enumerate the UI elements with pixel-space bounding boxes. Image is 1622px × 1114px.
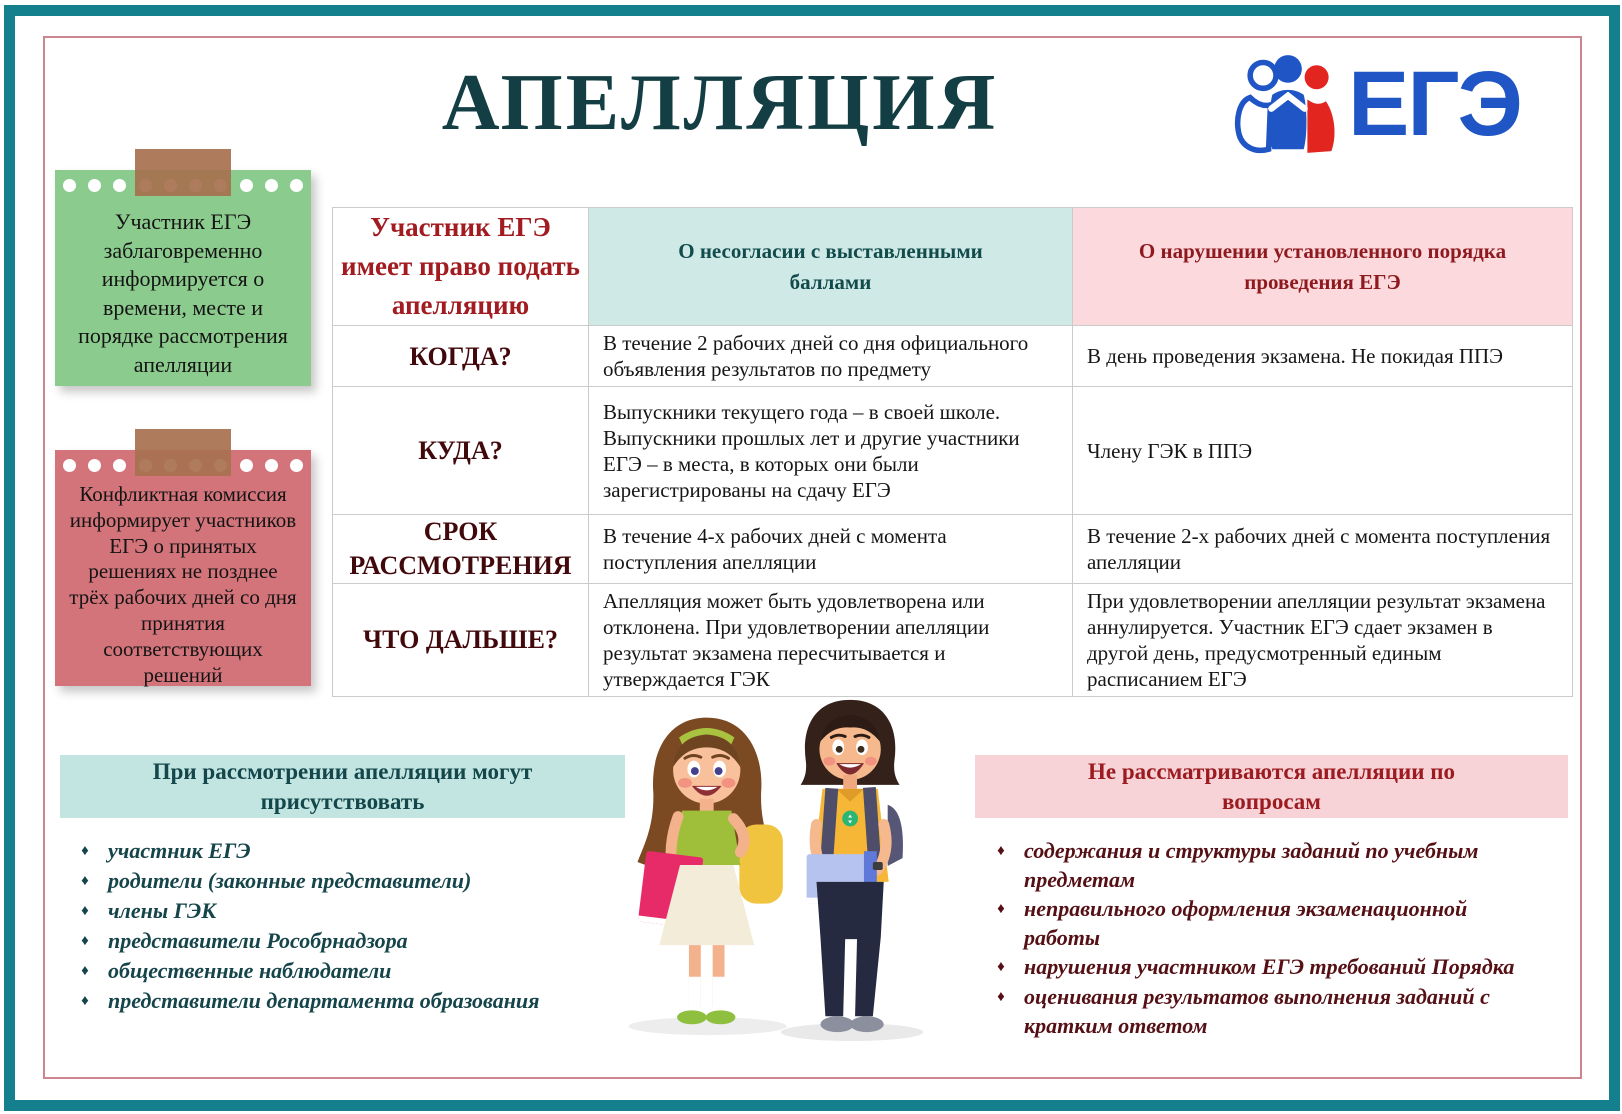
green-note-text: Участник ЕГЭ заблаговременно информируется о времени, месте и порядке рассмотрения апелляции <box>78 209 288 377</box>
diamond-bullet-icon: ♦ <box>81 873 89 889</box>
diamond-bullet-icon: ♦ <box>997 989 1005 1005</box>
table-cell: В день проведения экзамена. Не покидая ППЭ <box>1073 326 1573 387</box>
table-cell: В течение 2-х рабочих дней с момента поступления апелляции <box>1073 515 1573 584</box>
table-row <box>333 515 1573 584</box>
ege-logo-icon <box>1228 44 1348 164</box>
table-cell: Члену ГЭК в ППЭ <box>1073 387 1573 515</box>
red-note-text: Конфликтная комиссия информирует участников ЕГЭ о принятых решениях не позднее трёх рабочих дней со дня принятия соответствующих решений <box>69 482 297 687</box>
diamond-bullet-icon: ♦ <box>997 959 1005 975</box>
list-item: ♦ содержания и структуры заданий по учебным предметам <box>978 836 1544 894</box>
table-cell: При удовлетворении апелляции результат экзамена аннулируется. Участник ЕГЭ сдает экзамен в другой день, предусмотренный единым расписанием ЕГЭ <box>1073 584 1573 697</box>
table-row <box>333 387 1573 515</box>
not-considered-list <box>978 836 1544 1040</box>
row-label-what-next: ЧТО ДАЛЬШЕ? <box>333 584 589 697</box>
table-cell: В течение 4-х рабочих дней с момента поступления апелляции <box>589 515 1073 584</box>
sticky-note-red <box>55 450 311 686</box>
diamond-bullet-icon: ♦ <box>81 903 89 919</box>
list-item: ♦ неправильного оформления экзаменационной работы <box>978 894 1544 952</box>
sticky-note-green <box>55 170 311 386</box>
list-item: ♦ представители Рособрнадзора <box>62 926 542 956</box>
table-cell: В течение 2 рабочих дней со дня официального объявления результатов по предмету <box>589 326 1073 387</box>
tape-icon <box>135 429 231 476</box>
row-label-when: КОГДА? <box>333 326 589 387</box>
table-cell: Выпускники текущего года – в своей школе. Выпускники прошлых лет и другие участники ЕГЭ – в места, в которых они были зарегистрированы на сдачу ЕГЭ <box>589 387 1073 515</box>
list-item: ♦ оценивания результатов выполнения заданий с кратким ответом <box>978 982 1544 1040</box>
ege-logo-text: ЕГЭ <box>1348 53 1521 155</box>
tape-icon <box>135 149 231 196</box>
table-row <box>333 326 1573 387</box>
diamond-bullet-icon: ♦ <box>81 963 89 979</box>
table-cell: Апелляция может быть удовлетворена или отклонена. При удовлетворении апелляции результат экзамена пересчитывается и утверждается ГЭК <box>589 584 1073 697</box>
column-header-score-appeal: О несогласии с выставленными баллами <box>589 208 1073 326</box>
ege-logo <box>1228 44 1528 164</box>
table-corner-header: Участник ЕГЭ имеет право подать апелляцию <box>333 208 589 326</box>
column-header-procedure-appeal: О нарушении установленного порядка проведения ЕГЭ <box>1073 208 1573 326</box>
page-title: АПЕЛЛЯЦИЯ <box>441 59 999 147</box>
list-item: ♦ представители департамента образования <box>62 986 542 1016</box>
list-item: ♦ нарушения участником ЕГЭ требований Порядка <box>978 952 1544 982</box>
diamond-bullet-icon: ♦ <box>81 993 89 1009</box>
list-item: ♦ члены ГЭК <box>62 896 542 926</box>
row-label-review-period: СРОК РАССМОТРЕНИЯ <box>333 515 589 584</box>
diamond-bullet-icon: ♦ <box>997 901 1005 917</box>
row-label-where: КУДА? <box>333 387 589 515</box>
appeal-table <box>332 207 1573 697</box>
diamond-bullet-icon: ♦ <box>81 843 89 859</box>
diamond-bullet-icon: ♦ <box>81 933 89 949</box>
table-row <box>333 584 1573 697</box>
list-item: ♦ общественные наблюдатели <box>62 956 542 986</box>
students-illustration <box>612 688 930 1044</box>
not-considered-section-header: Не рассматриваются апелляции по вопросам <box>975 755 1568 818</box>
list-item: ♦ участник ЕГЭ <box>62 836 542 866</box>
list-item: ♦ родители (законные представители) <box>62 866 542 896</box>
attendees-list <box>62 836 542 1016</box>
attendees-section-header: При рассмотрении апелляции могут присутствовать <box>60 755 625 818</box>
diamond-bullet-icon: ♦ <box>997 843 1005 859</box>
